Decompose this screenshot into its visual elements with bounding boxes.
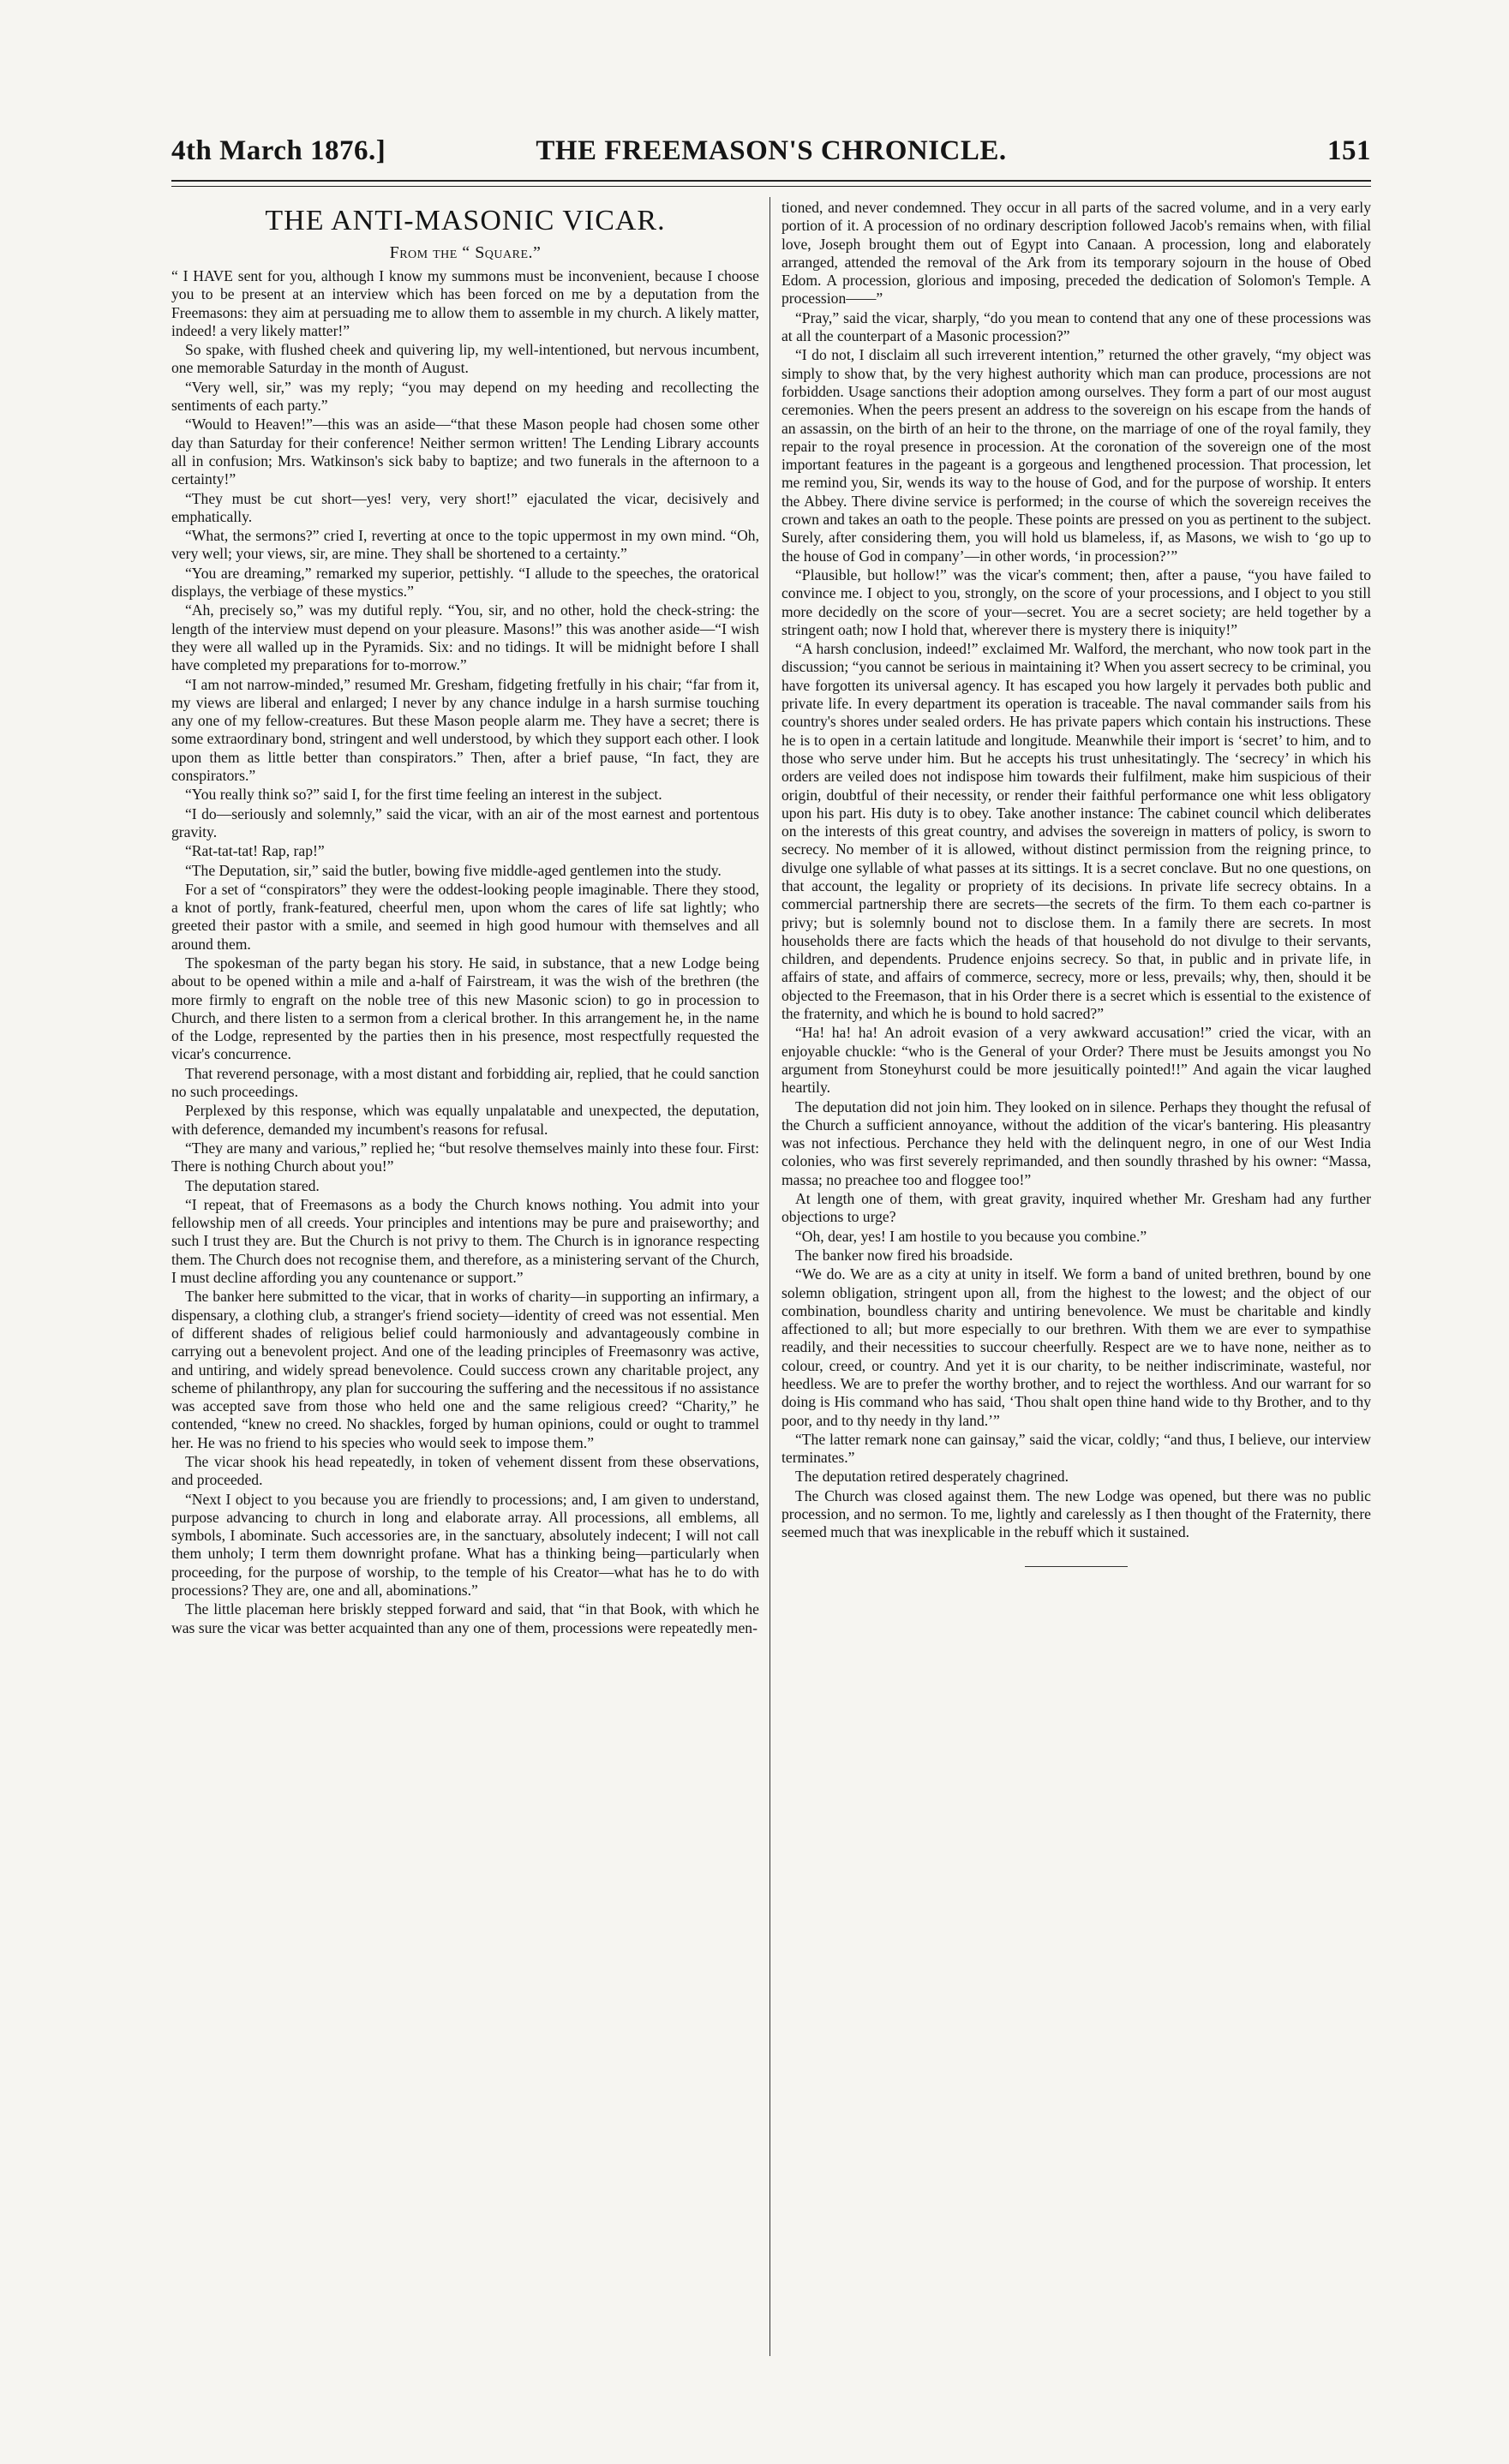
header-rule-thin <box>171 186 1371 187</box>
paragraph: “I am not narrow-minded,” resumed Mr. Gresham, fidgeting fretfully in his chair; “far from it, my views are liberal and enlarged; I never by any chance indulge in a harsh surmise touching any one of my fellow-creatures. But these Mason people alarm me. They have a secret; there is some extraordinary bond, stringent and well understood, by which they support each other. I look upon them as little better than conspirators.” Then, after a brief pause, “In fact, they are conspirators.” <box>171 675 759 785</box>
paragraph: “A harsh conclusion, indeed!” exclaimed Mr. Walford, the merchant, who now took part in the discussion; “you cannot be serious in maintaining it? When you assert secrecy to be criminal, you have forgotten its universal agency. It has escaped you how largely it pervades both public and private life. In every department its operation is traceable. The naval commander sails from his country's shores under sealed orders. He has private papers which contain his instructions. These he is to open in a certain latitude and longitude. Meanwhile their import is ‘secret’ to him, and to those who serve under him. But he accepts his trust unhesitatingly. The ‘secrecy’ in which his orders are veiled does not indispose him towards their fulfilment, make him suspicious of their origin, doubtful of their necessity, or render their faithful performance one whit less obligatory upon his part. His duty is to obey. Take another instance: The cabinet council which deliberates on the interests of this great country, and advises the sovereign in matters of policy, is sworn to secrecy. No member of it is allowed, without distinct permission from the reigning prince, to divulge one syllable of what passes at its sittings. It is a secret conclave. But no one questions, on that account, the legality or propriety of its decisions. In private life secrecy obtains. In a commercial partnership there are secrets—the secrets of the firm. To them each co-partner is privy; but is solemnly bound not to disclose them. In a family there are secrets. In most households there are facts which the heads of that household do not divulge to their servants, children, and dependents. Prudence enjoins secrecy. So that, in public and in private life, in affairs of state, and affairs of commerce, secrecy, more or less, prevails; why, then, should it be objected to the Freemason, that in his Order there is a secret which is essential to the existence of the fraternity, and which he is bound to hold sacred?” <box>781 640 1371 1023</box>
right-column <box>781 199 1371 2366</box>
paragraph: “They are many and various,” replied he; “but resolve themselves mainly into these four. First: There is nothing Church about you!” <box>171 1139 759 1175</box>
paragraph: “Pray,” said the vicar, sharply, “do you mean to contend that any one of these processions was at all the counterpart of a Masonic procession?” <box>781 308 1371 345</box>
paragraph: Perplexed by this response, which was equally unpalatable and unexpected, the deputation, with deference, demanded my incumbent's reasons for refusal. <box>171 1102 759 1138</box>
paragraph: “ I HAVE sent for you, although I know my summons must be inconvenient, because I choose you to be present at an interview which has been forced on me by a deputation from the Freemasons: they aim at persuading me to allow them to assemble in my church. A likely matter, indeed! a very likely matter!” <box>171 267 759 339</box>
paragraph: “Rat-tat-tat! Rap, rap!” <box>185 842 325 860</box>
left-column <box>171 199 759 2366</box>
masthead <box>171 135 1371 178</box>
issue-date: 4th March 1876.] <box>171 135 386 166</box>
right-column-body <box>781 199 1371 1542</box>
paragraph: The vicar shook his head repeatedly, in token of vehement dissent from these observations, and proceeded. <box>171 1453 759 1489</box>
paragraph: “You are dreaming,” remarked my superior, pettishly. “I allude to the speeches, the oratorical displays, the verbiage of these mystics.” <box>171 564 759 601</box>
article-source: From the “ Square.” <box>389 243 542 262</box>
paragraph: That reverend personage, with a most distant and forbidding air, replied, that he could sanction no such proceedings. <box>171 1064 759 1101</box>
paragraph: “What, the sermons?” cried I, reverting at once to the topic uppermost in my own mind. “Oh, very well; your views, sir, are mine. They shall be shortened to a certainty.” <box>171 527 759 563</box>
paragraph: “We do. We are as a city at unity in itself. We form a band of united brethren, bound by one solemn obligation, stringent upon all, from the highest to the lowest; and the object of our combination, boundless charity and untiring benevolence. We must be charitable and kindly affectioned to all; but more especially to our brethren. With them we are ever to sympathise readily, and their necessities to succour cheerfully. Respect are we to have none, neither as to colour, creed, or country. And yet it is our charity, to be neither indiscriminate, wasteful, nor heedless. We are to prefer the worthy brother, and to reject the worthless. And our warrant for so doing is His command who has said, ‘Thou shalt open thine hand wide to thy Brother, and to thy poor, and to thy needy in thy land.’” <box>781 1265 1371 1429</box>
paragraph: “Ah, precisely so,” was my dutiful reply. “You, sir, and no other, hold the check-string: the length of the interview must depend on your pleasure. Masons!” this was another aside—“I wish they were all walled up in the Pyramids. Six: and no tidings. It will be midnight before I shall have completed my preparations for to-morrow.” <box>171 601 759 674</box>
paragraph: “Plausible, but hollow!” was the vicar's comment; then, after a pause, “you have failed to convince me. I object to you, strongly, on the score of your processions, and I object to you still more decidedly on the score of your—secret. You are a secret society; are held together by a stringent oath; now I hold that, wherever there is mystery there is iniquity!” <box>781 565 1371 638</box>
paragraph: The spokesman of the party began his story. He said, in substance, that a new Lodge being about to be opened within a mile and a-half of Fairstream, it was the wish of the brethren (the more firmly to engraft on the noble tree of this new Masonic scion) to go in procession to Church, and there listen to a sermon from a clerical brother. In this arrangement he, in the name of the Lodge, represented by the parties then in his presence, most respectfully requested the vicar's concurrence. <box>171 954 759 1063</box>
paragraph: The little placeman here briskly stepped forward and said, that “in that Book, with which he was sure the vicar was better acquainted than any one of them, processions were repeatedly men- <box>171 1600 759 1636</box>
paragraph: The banker here submitted to the vicar, that in works of charity—in supporting an infirmary, a dispensary, a clothing club, a stranger's friend society—identity of creed was not essential. Men of different shades of religious belief could harmoniously and advantageously combine in carrying out a benevolent project. And one of the leading principles of Freemasonry was active, and untiring, and widely spread benevolence. Could success crown any charitable project, any scheme of philanthropy, any plan for succouring the suffering and the necessitous if no assistance was accepted save from those who held one and the same religious creed? “Charity,” he contended, “knew no creed. No shackles, forged by human opinions, could or ought to trammel her. He was no friend to his species who would seek to impose them.” <box>171 1288 759 1451</box>
paragraph: “I repeat, that of Freemasons as a body the Church knows nothing. You admit into your fellowship men of all creeds. Your principles and intentions may be pure and praiseworthy; and such I trust they are. But the Church is not privy to them. The Church is in ignorance respecting them. The Church does not recognise them, and therefore, as a ministering servant of the Church, I must decline affording you any countenance or support.” <box>171 1195 759 1287</box>
paragraph: “You really think so?” said I, for the first time feeling an interest in the subject. <box>185 786 662 804</box>
paragraph: At length one of them, with great gravity, inquired whether Mr. Gresham had any further objections to urge? <box>781 1190 1371 1226</box>
paragraph: “Very well, sir,” was my reply; “you may depend on my heeding and recollecting the sentiments of each party.” <box>171 378 759 415</box>
paragraph: So spake, with flushed cheek and quivering lip, my well-intentioned, but nervous incumbent, one memorable Saturday in the month of August. <box>171 341 759 377</box>
paragraph: “The latter remark none can gainsay,” said the vicar, coldly; “and thus, I believe, our interview terminates.” <box>781 1430 1371 1467</box>
paragraph: “I do—seriously and solemnly,” said the vicar, with an air of the most earnest and portentous gravity. <box>171 804 759 840</box>
paragraph: “Would to Heaven!”—this was an aside—“that these Mason people had chosen some other day than Saturday for their conference! Neither sermon written! The Lending Library accounts all in confusion; Mrs. Watkinson's sick baby to baptize; and two funerals in the afternoon to a certainty!” <box>171 416 759 488</box>
paragraph: “Oh, dear, yes! I am hostile to you because you combine.” <box>795 1227 1147 1245</box>
page-number: 151 <box>1327 135 1371 166</box>
paragraph: “Next I object to you because you are friendly to processions; and, I am given to understand, purpose advancing to church in long and elaborate array. All processions, all emblems, all symbols, I abominate. Such accessories are, in the sanctuary, absolutely indecent; I will not call them unholy; I term them downright profane. What has a thinking being—particularly when proceeding, for the purpose of worship, to the temple of his Creator—what has he to do with processions? They are, one and all, abominations.” <box>171 1490 759 1600</box>
header-rule <box>171 180 1371 182</box>
paragraph: The deputation stared. <box>185 1176 320 1194</box>
paragraph: “I do not, I disclaim all such irreverent intention,” returned the other gravely, “my object was simply to show that, by the very highest authority which man can produce, processions are not forbidden. Usage sanctions their adoption among ourselves. They form a part of our most august ceremonies. When the peers present an address to the sovereign on his escape from the hands of an assassin, on the birth of an heir to the throne, on the marriage of one of the royal family, they repair to the royal presence in procession. At the coronation of the sovereign one of the most important features in the pageant is a gorgeous and lengthened procession. That procession, let me remind you, Sir, wends its way to the house of God, and for the purpose of worship. It enters the Abbey. There divine service is performed; in the course of which the sovereign receives the crown and takes an oath to the people. These points are pressed on you as pertinent to the subject. Surely, after considering them, you will hold us blameless, if, as Masons, we wish to ‘go up to the house of God in company’—in other words, ‘in procession?’” <box>781 346 1371 565</box>
paragraph: “The Deputation, sir,” said the butler, bowing five middle-aged gentlemen into the study. <box>185 861 722 879</box>
paragraph: tioned, and never condemned. They occur in all parts of the sacred volume, and in a very early portion of it. A procession of no ordinary description followed Jacob's remains when, with filial love, Joseph brought them out of Egypt into Canaan. A procession, long and elaborately arranged, attended the removal of the Ark from its temporary sojourn in the house of Obed Edom. A procession, glorious and imposing, preceded the dedication of Solomon's Temple. A procession——” <box>781 199 1371 308</box>
article-title: THE ANTI-MASONIC VICAR. <box>265 205 666 236</box>
article-end-rule <box>1025 1566 1128 1567</box>
newspaper-title: THE FREEMASON'S CHRONICLE. <box>536 135 1007 166</box>
paragraph: The banker now fired his broadside. <box>795 1246 1014 1264</box>
paragraph: “They must be cut short—yes! very, very short!” ejaculated the vicar, decisively and emphatically. <box>171 489 759 525</box>
column-divider <box>769 197 770 2356</box>
paragraph: “Ha! ha! ha! An adroit evasion of a very awkward accusation!” cried the vicar, with an enjoyable chuckle: “who is the General of your Order? There must be Jesuits amongst you No argument from Stoneyhurst could be more jesuitically pointed!!” And again the vicar laughed heartily. <box>781 1024 1371 1097</box>
paragraph: The deputation retired desperately chagrined. <box>795 1468 1069 1486</box>
paragraph: The deputation did not join him. They looked on in silence. Perhaps they thought the refusal of the Church a sufficient annoyance, without the addition of the vicar's bantering. His pleasantry was not infectious. Perchance they held with the delinquent negro, in one of our West India colonies, who was first severely reprimanded, and then soundly thrashed by his owner: “Massa, massa; no preachee too and floggee too!” <box>781 1097 1371 1188</box>
paragraph: The Church was closed against them. The new Lodge was opened, but there was no public procession, and no sermon. To me, lightly and carelessly as I then thought of the Fraternity, there seemed much that was inexplicable in the rebuff which it sustained. <box>781 1486 1371 1541</box>
left-column-body <box>171 267 759 1637</box>
paragraph: For a set of “conspirators” they were the oddest-looking people imaginable. There they stood, a knot of portly, frank-featured, cheerful men, upon whom the cares of life sat lightly; who greeted their pastor with a smile, and seemed in high good humour with themselves and all around them. <box>171 880 759 953</box>
